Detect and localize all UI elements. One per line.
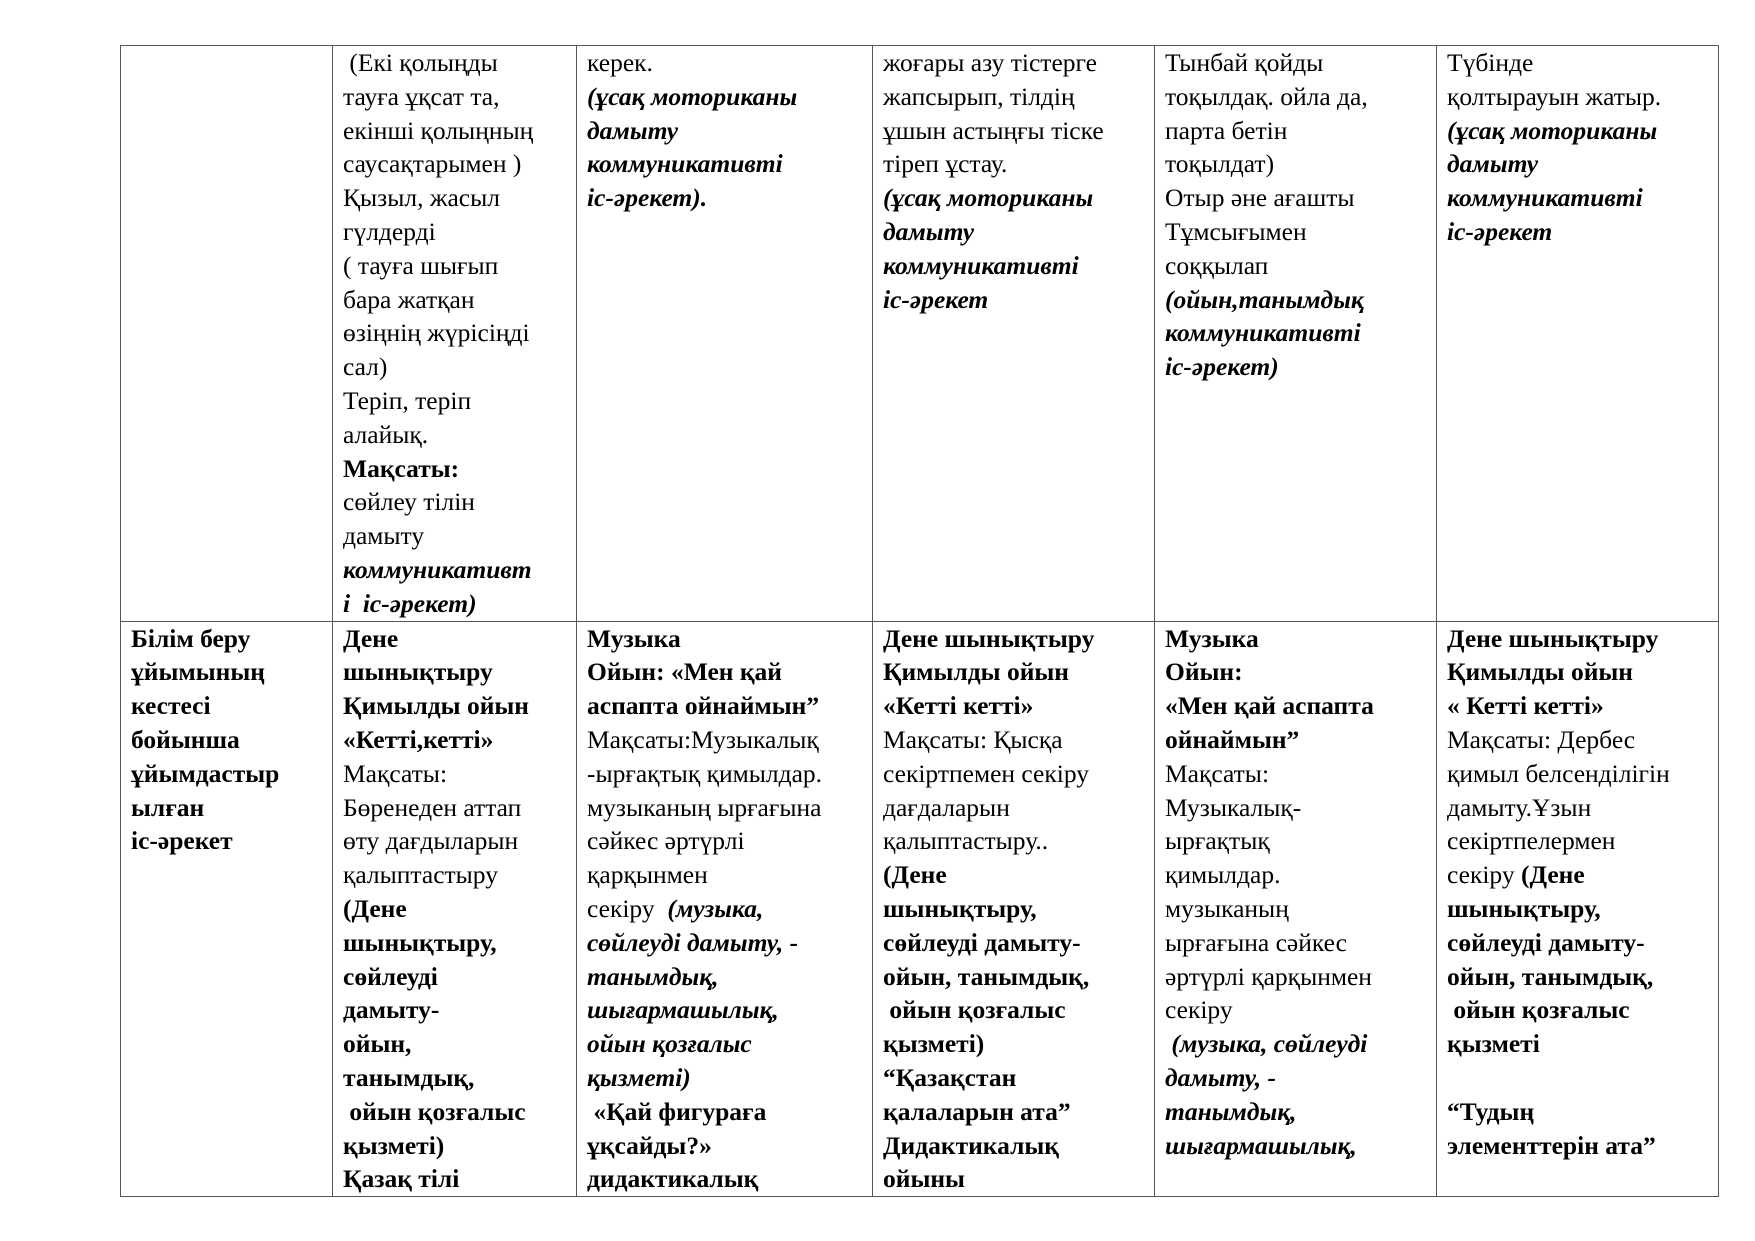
- cell-text-run: (Дене: [1520, 860, 1585, 890]
- cell-line: Дене шынықтыру: [883, 623, 1095, 653]
- cell-line: Дене: [343, 623, 399, 653]
- cell-line: «Қай фигураға: [587, 1096, 767, 1126]
- cell-line: дамыту: [343, 521, 425, 551]
- cell-line: іс-әрекет): [1165, 352, 1279, 382]
- cell-line: шынықтыру,: [343, 927, 497, 957]
- cell-line: сал): [343, 352, 388, 382]
- cell-line: секіру: [1165, 995, 1233, 1025]
- cell-line: екінші қолыңның: [343, 115, 534, 145]
- cell-line: музыканың ырғағына: [587, 792, 822, 822]
- cell-line: қызметі): [587, 1062, 691, 1092]
- cell-line: қызметі): [343, 1130, 445, 1160]
- cell-line: (Дене: [883, 860, 947, 890]
- cell-line: алайық.: [343, 419, 429, 449]
- cell-line: [587, 892, 868, 926]
- cell-line: ұйымдастыр: [131, 758, 280, 788]
- table-row: [121, 46, 1719, 622]
- cell-line: Ойын: «Мен қай: [587, 657, 782, 687]
- cell-line: қимыл белсенділігін: [1447, 758, 1670, 788]
- cell-line: жоғары азу тістерге: [883, 48, 1097, 77]
- cell-line: Қимылды ойын: [1447, 657, 1633, 687]
- cell-line: кестесі: [131, 691, 211, 721]
- cell-line: қолтырауын жатыр.: [1447, 81, 1662, 111]
- cell-line: Қызыл, жасыл: [343, 183, 500, 213]
- cell-line: дамыту: [587, 115, 679, 145]
- cell-line: музыканың: [1165, 893, 1289, 923]
- cell-line: Мақсаты:: [1165, 758, 1270, 788]
- cell-line: коммуникативт: [343, 554, 532, 584]
- cell-line: бара жатқан: [343, 284, 475, 314]
- cell-line: шынықтыру: [343, 657, 493, 687]
- cell-line: өту дағдыларын: [343, 826, 519, 856]
- cell-line: Бөренеден аттап: [343, 792, 522, 822]
- cell-line: Музыка: [587, 623, 681, 653]
- cell-line: танымдық,: [587, 961, 719, 991]
- table-cell: [1437, 621, 1719, 1197]
- cell-line: (ұсақ моториканы: [587, 81, 798, 111]
- cell-line: (ұсақ моториканы: [883, 183, 1094, 213]
- cell-line: дағдаларын: [883, 792, 1010, 822]
- cell-line: коммуникативті: [587, 149, 783, 179]
- cell-line: Теріп, теріп: [343, 385, 472, 415]
- cell-line: сөйлеуді дамыту-: [883, 927, 1081, 957]
- cell-line: аспапта ойнаймын”: [587, 691, 820, 721]
- cell-line: коммуникативті: [883, 250, 1079, 280]
- table-cell: [1155, 46, 1437, 622]
- cell-line: қызметі: [1447, 1029, 1540, 1059]
- cell-line: ырғақтық: [1165, 826, 1270, 856]
- cell-line: (ұсақ моториканы: [1447, 115, 1658, 145]
- cell-text-run: (музыка,: [667, 893, 764, 923]
- cell-line: ұйымының: [131, 657, 265, 687]
- cell-line: сөйлеуді дамыту-: [1447, 927, 1645, 957]
- cell-line: тіреп ұстау.: [883, 149, 1008, 179]
- table-cell: [333, 46, 577, 622]
- table-cell: [873, 621, 1155, 1197]
- cell-line: секіртпемен секіру: [883, 758, 1090, 788]
- cell-line: (Дене: [343, 893, 407, 923]
- cell-line: Мақсаты:Музыкалық: [587, 724, 819, 754]
- cell-line: қалаларын ата”: [883, 1096, 1071, 1126]
- cell-line: Дидактикалық: [883, 1130, 1059, 1160]
- cell-line: Мақсаты:: [343, 758, 448, 788]
- cell-line: (ойын,танымдық: [1165, 284, 1364, 314]
- cell-line: тауға ұқсат та,: [343, 81, 500, 111]
- cell-line: Дене шынықтыру: [1447, 623, 1659, 653]
- table-cell: [333, 621, 577, 1197]
- table-cell: [577, 46, 873, 622]
- cell-line: ойын қозғалыс: [343, 1096, 526, 1126]
- cell-line: Отыр әне ағашты: [1165, 183, 1355, 213]
- cell-line: [1447, 1061, 1714, 1095]
- cell-line: қалыптастыру: [343, 860, 498, 890]
- cell-line: ойын қозғалыс: [1447, 995, 1630, 1025]
- cell-line: танымдық,: [343, 1062, 475, 1092]
- cell-line: сөйлеу тілін: [343, 487, 475, 517]
- cell-line: іс-әрекет: [883, 284, 989, 314]
- cell-line: Қимылды ойын: [343, 691, 529, 721]
- cell-line: танымдық,: [1165, 1096, 1297, 1126]
- cell-line: қызметі): [883, 1029, 985, 1059]
- cell-line: сөйлеуді дамыту, -: [587, 927, 799, 957]
- cell-line: саусақтарымен ): [343, 149, 522, 179]
- cell-line: шығармашылық,: [1165, 1130, 1357, 1160]
- cell-line: ырғағына сәйкес: [1165, 927, 1347, 957]
- cell-line: “Тудың: [1447, 1096, 1535, 1126]
- cell-line: дамыту, -: [1165, 1062, 1277, 1092]
- cell-line: іс-әрекет: [131, 826, 233, 856]
- cell-line: дидактикалық: [587, 1164, 759, 1194]
- cell-line: Қазақ тілі: [343, 1164, 460, 1194]
- table-cell: [121, 621, 333, 1197]
- cell-line: шынықтыру,: [1447, 893, 1601, 923]
- cell-line: әртүрлі қарқынмен: [1165, 961, 1372, 991]
- cell-line: Мақсаты:: [343, 453, 460, 483]
- cell-line: (Екі қолыңды: [343, 48, 498, 77]
- cell-line: Тұмсығымен: [1165, 216, 1307, 246]
- cell-line: коммуникативті: [1165, 318, 1361, 348]
- cell-line: ойын, танымдық,: [1447, 961, 1654, 991]
- cell-line: Музыка: [1165, 623, 1259, 653]
- cell-line: шығармашылық,: [587, 995, 779, 1025]
- cell-line: сөйлеуді: [343, 961, 438, 991]
- cell-line: ойын қозғалыс: [883, 995, 1066, 1025]
- cell-line: Қимылды ойын: [883, 657, 1069, 687]
- cell-line: секіртпелермен: [1447, 826, 1616, 856]
- cell-line: парта бетін: [1165, 115, 1288, 145]
- cell-line: гүлдерді: [343, 216, 436, 246]
- cell-line: өзіңнің жүрісіңді: [343, 318, 530, 348]
- cell-line: Музыкалық-: [1165, 792, 1302, 822]
- cell-line: тоқылдақ. ойла да,: [1165, 81, 1368, 111]
- cell-line: «Кетті,кетті»: [343, 724, 494, 754]
- table-cell: [1437, 46, 1719, 622]
- table-cell: [873, 46, 1155, 622]
- cell-line: керек.: [587, 48, 653, 77]
- cell-line: -ырғақтық қимылдар.: [587, 758, 823, 788]
- plan-table: [120, 45, 1719, 1197]
- cell-line: (музыка, сөйлеуді: [1165, 1029, 1368, 1059]
- cell-line: «Кетті кетті»: [883, 691, 1034, 721]
- cell-line: ұқсайды?»: [587, 1130, 712, 1160]
- cell-line: бойынша: [131, 724, 240, 754]
- table-cell: [1155, 621, 1437, 1197]
- cell-line: шынықтыру,: [883, 893, 1037, 923]
- table-cell: [577, 621, 873, 1197]
- cell-line: ойын қозғалыс: [587, 1029, 752, 1059]
- cell-line: қалыптастыру..: [883, 826, 1049, 856]
- cell-line: соққылап: [1165, 250, 1269, 280]
- cell-line: [1447, 858, 1714, 892]
- cell-line: коммуникативті: [1447, 183, 1643, 213]
- cell-line: ойын, танымдық,: [883, 961, 1090, 991]
- cell-line: Мақсаты: Дербес: [1447, 724, 1636, 754]
- cell-line: ойын,: [343, 1029, 412, 1059]
- cell-line: дамыту.Ұзын: [1447, 792, 1592, 822]
- cell-line: Мақсаты: Қысқа: [883, 724, 1063, 754]
- cell-line: ұшын астыңғы тіске: [883, 115, 1104, 145]
- cell-line: Ойын:: [1165, 657, 1243, 687]
- cell-line: ойыны: [883, 1164, 965, 1194]
- table-cell: [121, 46, 333, 622]
- cell-line: сәйкес әртүрлі: [587, 826, 745, 856]
- cell-line: қимылдар.: [1165, 860, 1281, 890]
- cell-line: іс-әрекет: [1447, 216, 1553, 246]
- cell-line: Тынбай қойды: [1165, 48, 1324, 77]
- cell-line: қарқынмен: [587, 860, 708, 890]
- cell-line: элементтерін ата”: [1447, 1130, 1656, 1160]
- cell-line: дамыту: [883, 216, 975, 246]
- cell-line: Түбінде: [1447, 48, 1534, 77]
- cell-line: ылған: [131, 792, 205, 822]
- cell-line: жапсырып, тілдің: [883, 81, 1075, 111]
- cell-line: тоқылдат): [1165, 149, 1275, 179]
- cell-line: « Кетті кетті»: [1447, 691, 1604, 721]
- cell-line: дамыту-: [343, 995, 440, 1025]
- cell-line: “Қазақстан: [883, 1062, 1017, 1092]
- cell-line: і іс-әрекет): [343, 588, 477, 618]
- cell-line: «Мен қай аспапта: [1165, 691, 1374, 721]
- cell-line: ( тауға шығып: [343, 250, 499, 280]
- cell-text-run: секіру: [1447, 860, 1521, 890]
- table-row: [121, 621, 1719, 1197]
- cell-line: дамыту: [1447, 149, 1539, 179]
- cell-line: іс-әрекет).: [587, 183, 708, 213]
- cell-line: ойнаймын”: [1165, 724, 1300, 754]
- cell-text-run: секіру: [587, 893, 668, 923]
- cell-line: Білім беру: [131, 623, 251, 653]
